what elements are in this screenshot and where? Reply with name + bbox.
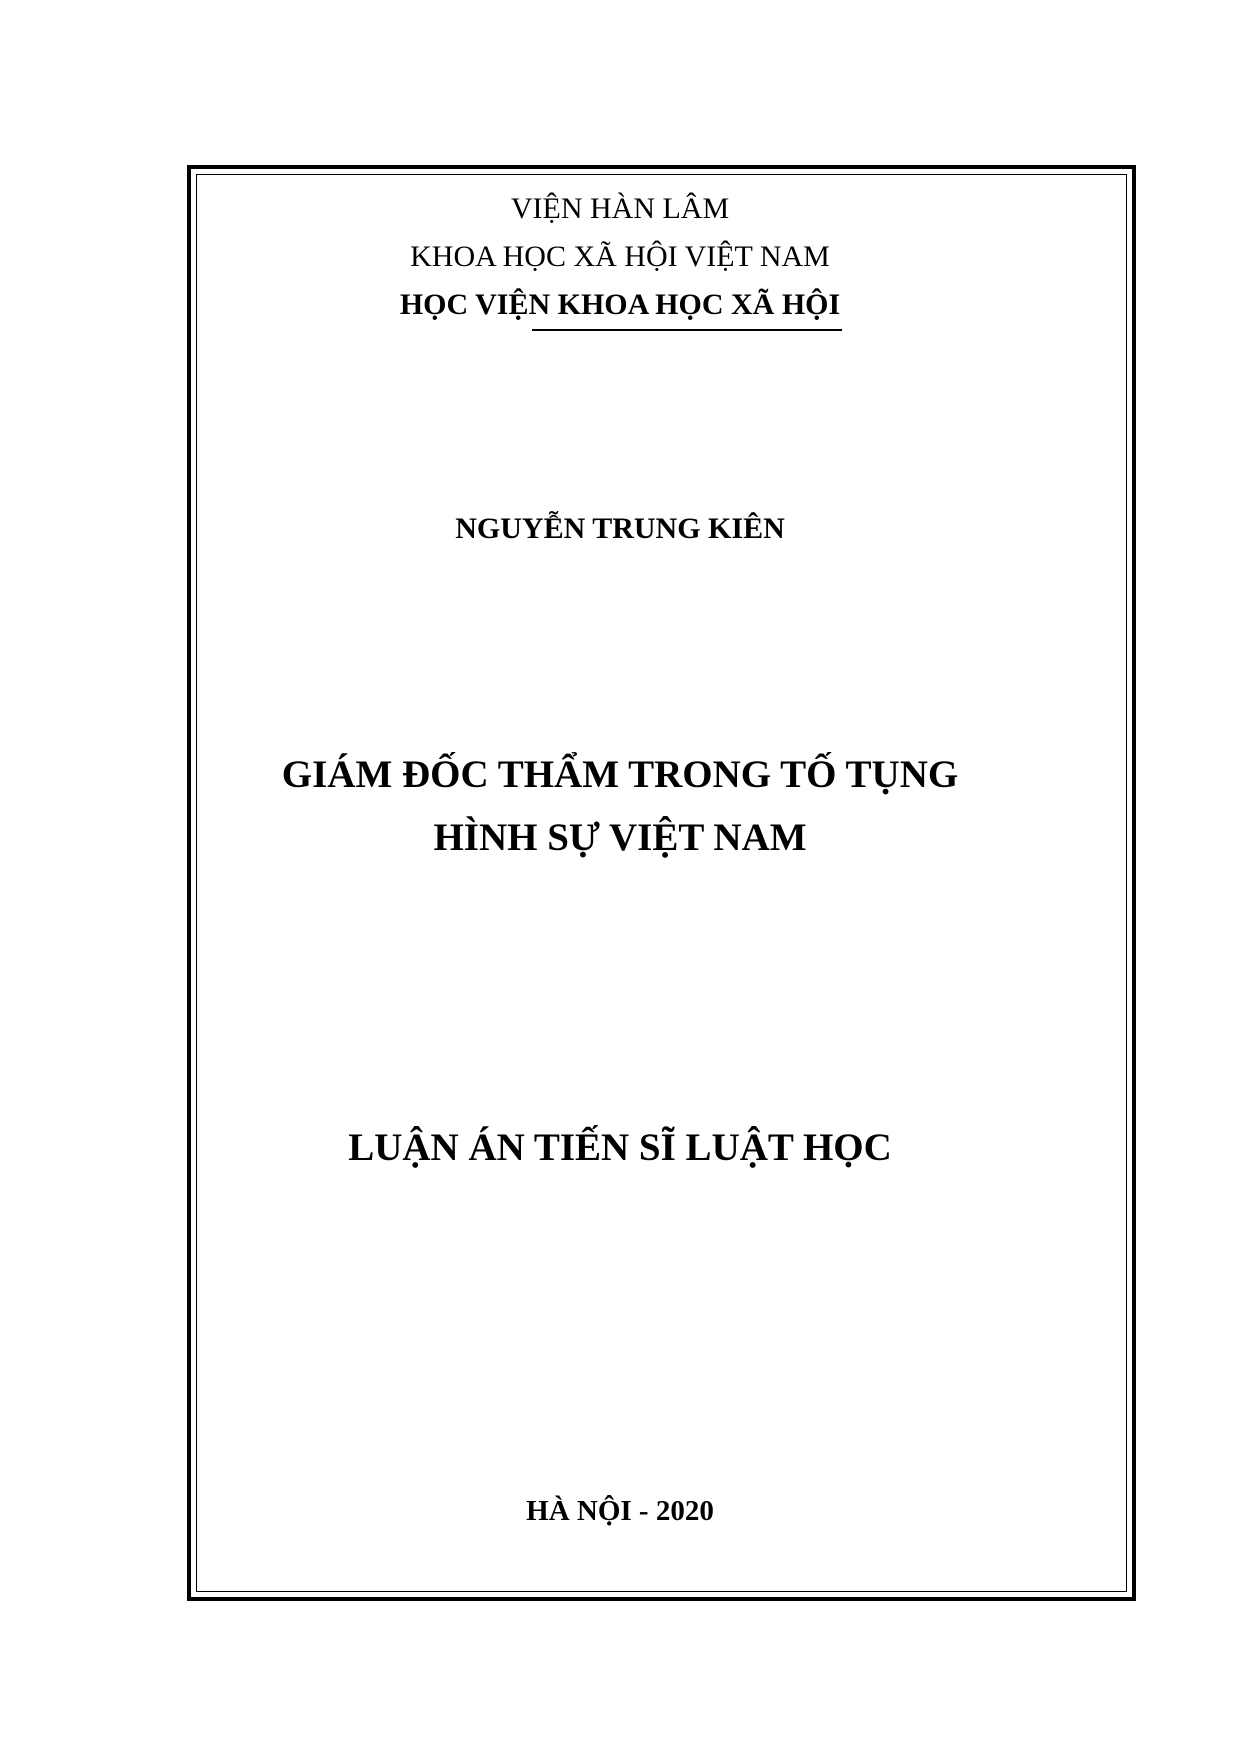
institution-underline bbox=[532, 329, 842, 331]
author-name: NGUYỄN TRUNG KIÊN bbox=[455, 512, 785, 545]
cover-inner-border bbox=[196, 174, 1127, 1592]
cover-border-frame bbox=[187, 165, 1136, 1601]
institution-line-3: HỌC VIỆN KHOA HỌC XÃ HỘI bbox=[399, 288, 841, 321]
thesis-title-line-1: GIÁM ĐỐC THẨM TRONG TỐ TỤNG bbox=[281, 753, 959, 796]
institution-line-1: VIỆN HÀN LÂM bbox=[510, 192, 730, 225]
thesis-title-line-2: HÌNH SỰ VIỆT NAM bbox=[433, 816, 807, 859]
place-and-year: HÀ NỘI - 2020 bbox=[526, 1495, 714, 1527]
degree-title: LUẬN ÁN TIẾN SĨ LUẬT HỌC bbox=[348, 1126, 892, 1169]
institution-line-2: KHOA HỌC XÃ HỘI VIỆT NAM bbox=[410, 240, 830, 273]
